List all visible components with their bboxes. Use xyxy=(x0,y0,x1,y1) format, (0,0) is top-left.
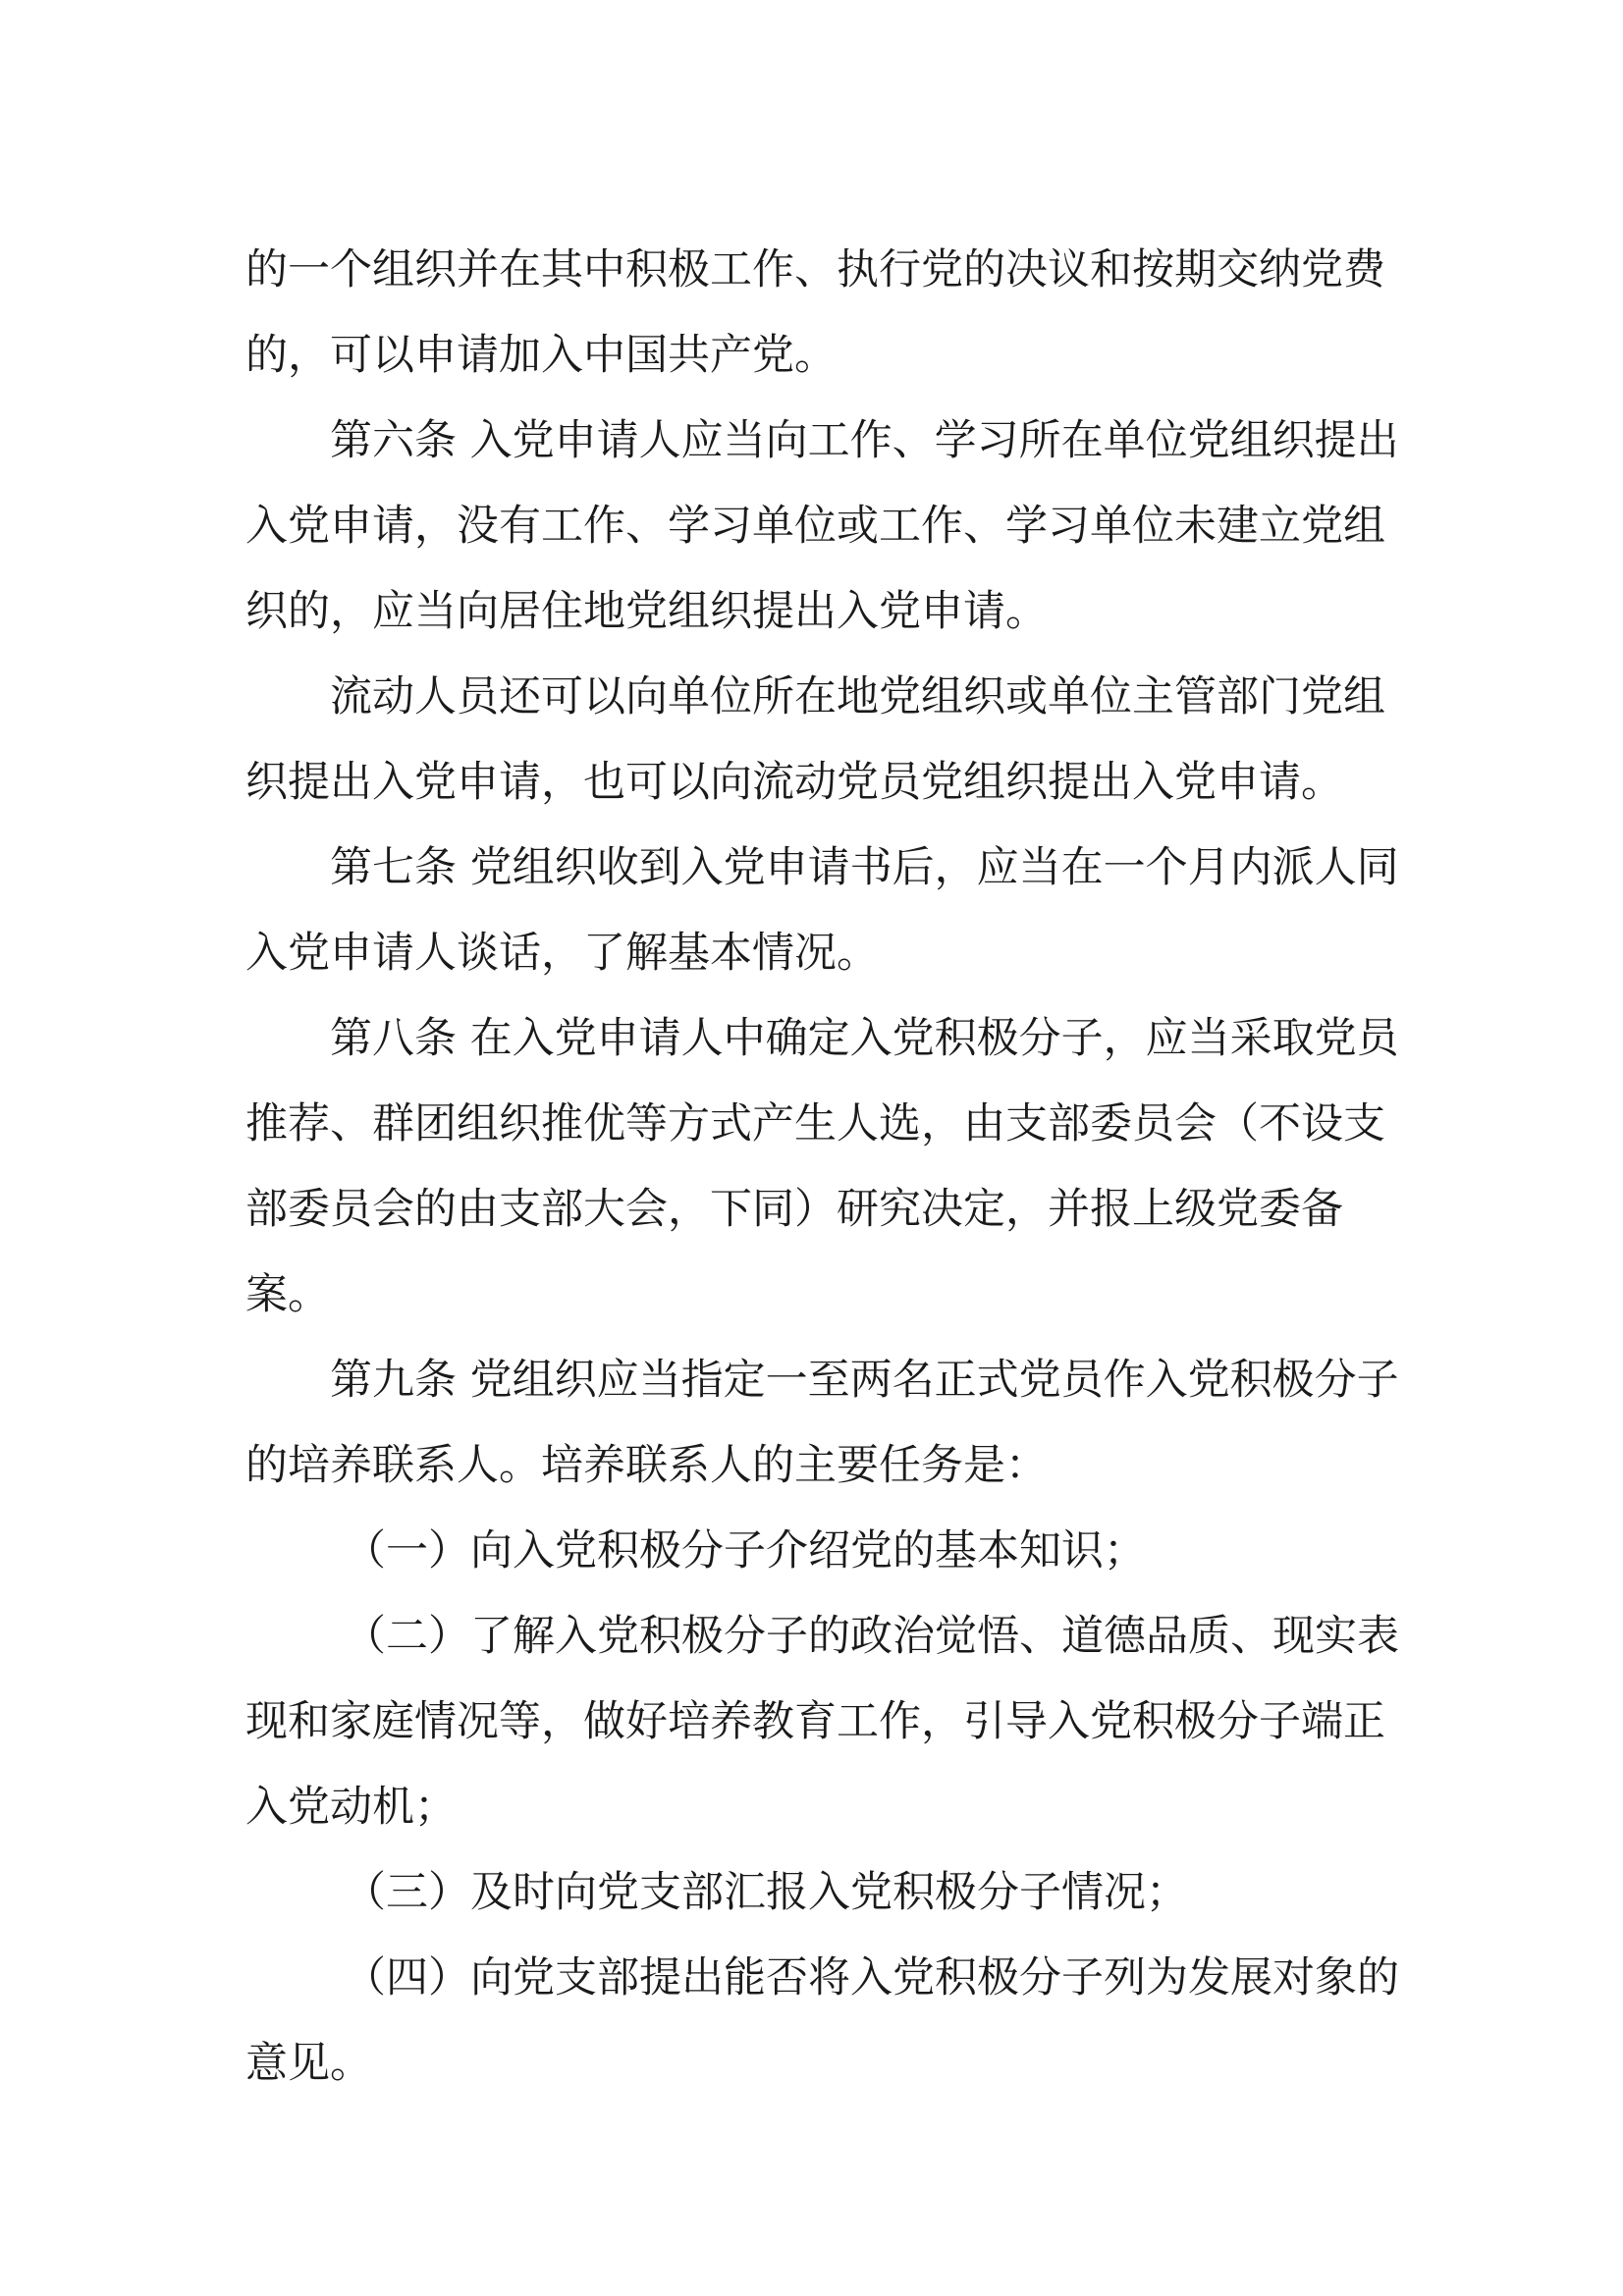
article-7-start: 第七条 党组织收到入党申请书后，应当在一个月内派人同 xyxy=(330,843,1399,892)
text-line: 织的，应当向居住地党组织提出入党申请。 xyxy=(245,587,1048,636)
text-line: 部委员会的由支部大会，下同）研究决定，并报上级党委备 xyxy=(245,1185,1343,1234)
article-8-start: 第八条 在入党申请人中确定入党积极分子，应当采取党员 xyxy=(330,1014,1399,1063)
list-item-1: （一）向入党积极分子介绍党的基本知识； xyxy=(344,1526,1146,1575)
text-line: 入党申请人谈话，了解基本情况。 xyxy=(245,929,879,978)
text-line: 现和家庭情况等，做好培养教育工作，引导入党积极分子端正 xyxy=(245,1697,1385,1746)
text-line: 的，可以申请加入中国共产党。 xyxy=(245,331,837,380)
list-item-3: （三）及时向党支部汇报入党积极分子情况； xyxy=(344,1868,1188,1917)
article-9-start: 第九条 党组织应当指定一至两名正式党员作入党积极分子 xyxy=(330,1356,1399,1405)
text-line: 的培养联系人。培养联系人的主要任务是： xyxy=(245,1441,1048,1490)
text-line: 推荐、群团组织推优等方式产生人选，由支部委员会（不设支 xyxy=(245,1099,1385,1148)
text-line: 入党申请，没有工作、学习单位或工作、学习单位未建立党组 xyxy=(245,502,1385,551)
list-item-2: （二）了解入党积极分子的政治觉悟、道德品质、现实表 xyxy=(344,1612,1399,1661)
text-line: 意见。 xyxy=(245,2039,372,2088)
body-text xyxy=(245,228,1399,2107)
text-line: 织提出入党申请，也可以向流动党员党组织提出入党申请。 xyxy=(245,758,1343,807)
list-item-4: （四）向党支部提出能否将入党积极分子列为发展对象的 xyxy=(344,1953,1399,2002)
article-6-start: 第六条 入党申请人应当向工作、学习所在单位党组织提出 xyxy=(330,416,1399,465)
text-line: 案。 xyxy=(245,1270,330,1319)
paragraph-start: 流动人员还可以向单位所在地党组织或单位主管部门党组 xyxy=(330,672,1385,721)
text-line: 入党动机； xyxy=(245,1783,457,1832)
text-line: 的一个组织并在其中积极工作、执行党的决议和按期交纳党费 xyxy=(245,245,1385,294)
